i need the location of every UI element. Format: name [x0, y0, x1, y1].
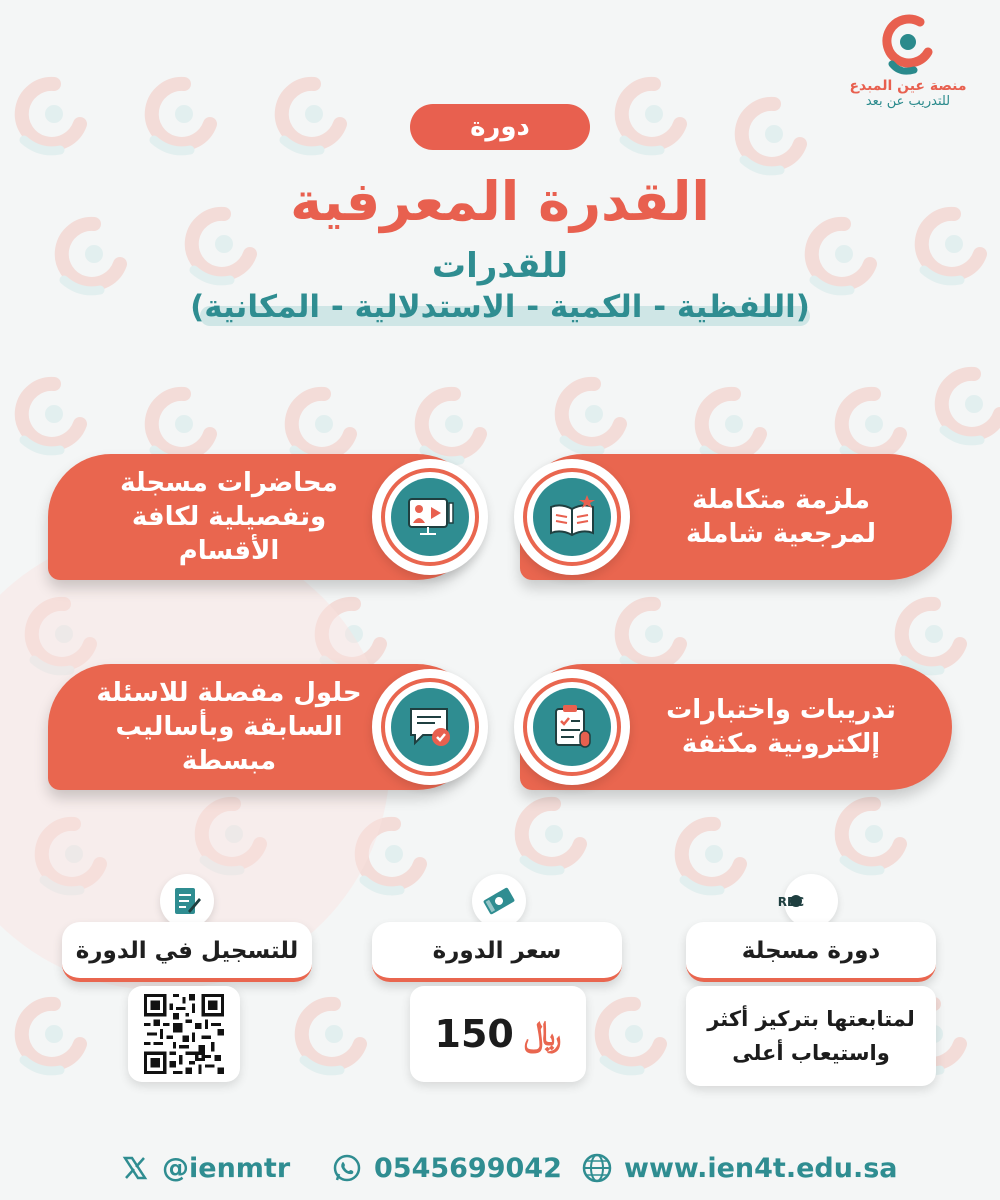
globe-icon	[580, 1151, 614, 1185]
phone-link[interactable]	[330, 1148, 562, 1188]
book-icon	[547, 495, 597, 539]
brand-logo	[838, 12, 978, 109]
feature-label: محاضرات مسجلة وتفصيلية لكافة الأقسام	[120, 468, 338, 566]
video-lecture-icon	[405, 495, 455, 539]
ability-types: (اللفظية - الكمية - الاستدلالية - المكانية)	[190, 289, 810, 325]
twitter-handle: @ienmtr	[162, 1152, 291, 1184]
brand-name: منصة عين المبدع	[849, 78, 967, 94]
feature-label: تدريبات واختبارات إلكترونية مكثفة	[666, 695, 896, 759]
recorded-course-title: دورة مسجلة	[686, 922, 936, 982]
recorded-course-body	[686, 986, 936, 1086]
feature-icon-badge	[372, 459, 488, 575]
whatsapp-icon	[330, 1151, 364, 1185]
rec-badge	[777, 874, 838, 928]
course-label: دورة	[410, 104, 590, 150]
logo-mark-icon	[878, 12, 938, 76]
page-subtitle: للقدرات	[431, 246, 569, 286]
edit-form-icon	[172, 885, 202, 917]
price-value: 150	[434, 1012, 514, 1056]
page-title: القدرة المعرفية	[290, 170, 710, 233]
footer-contacts	[0, 1148, 1000, 1188]
rec-label: REC	[777, 895, 804, 909]
website-url: www.ien4t.edu.sa	[624, 1152, 898, 1184]
feature-icon-badge	[372, 669, 488, 785]
price-badge	[472, 874, 526, 928]
feature-label: حلول مفصلة للاسئلة السابقة وبأساليب مبسطة	[96, 678, 362, 776]
recorded-course-text: لمتابعتها بتركيز أكثر واستيعاب أعلى	[707, 1007, 915, 1065]
feature-label: ملزمة متكاملة لمرجعية شاملة	[685, 485, 877, 549]
currency-symbol: ﷼	[523, 1014, 562, 1054]
money-icon	[482, 886, 516, 916]
feature-icon-badge	[514, 669, 630, 785]
clipboard-test-icon	[550, 703, 594, 751]
feature-icon-badge	[514, 459, 630, 575]
chat-check-icon	[407, 705, 453, 749]
price-display	[435, 1012, 562, 1056]
rec-icon	[777, 891, 833, 911]
register-badge	[160, 874, 214, 928]
website-link[interactable]	[580, 1148, 898, 1188]
x-twitter-icon	[118, 1151, 152, 1185]
twitter-link[interactable]	[118, 1148, 290, 1188]
brand-tagline: للتدريب عن بعد	[865, 94, 951, 109]
price-title: سعر الدورة	[372, 922, 622, 982]
types-line	[180, 284, 820, 330]
price-body	[410, 986, 586, 1082]
register-title: للتسجيل في الدورة	[62, 922, 312, 982]
qr-code[interactable]	[144, 994, 224, 1074]
register-body	[128, 986, 240, 1082]
phone-number: 0545699042	[374, 1152, 562, 1184]
